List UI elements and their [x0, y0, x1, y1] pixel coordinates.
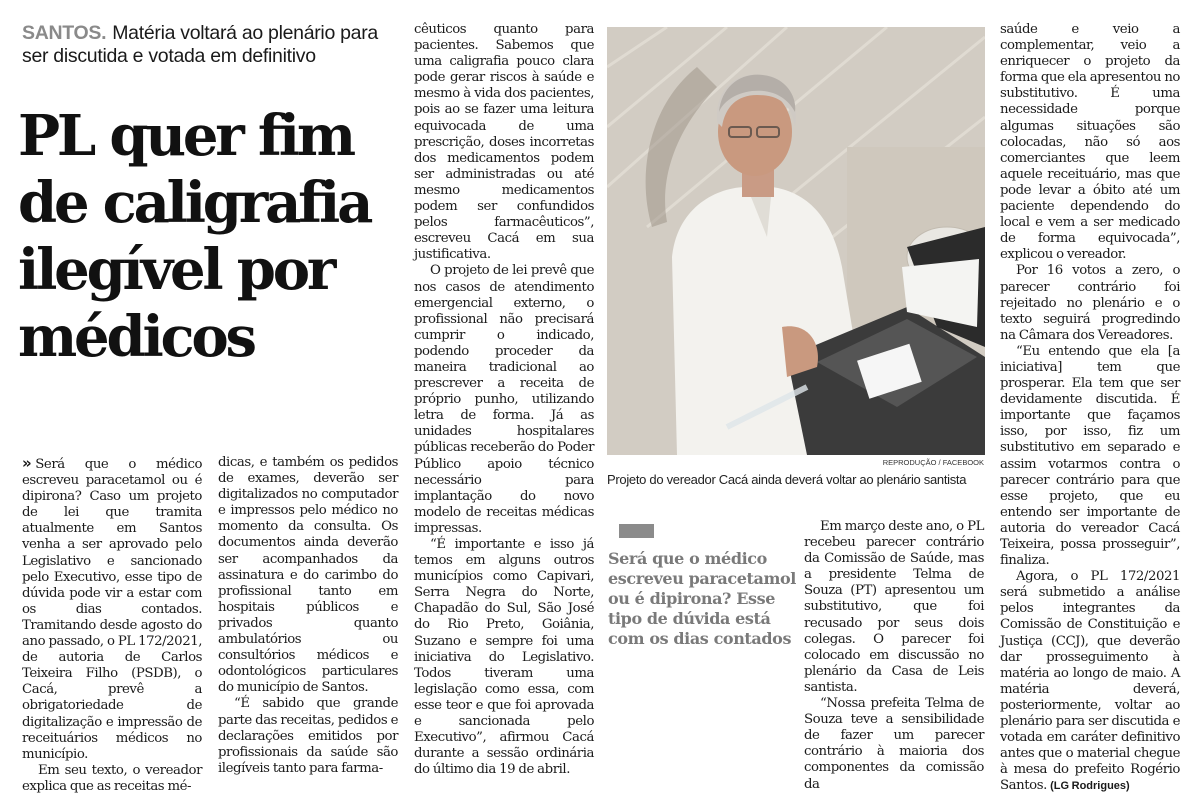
paragraph: “É sabido que grande parte das receitas, pedidos e declarações emitidos por profissionais da saúde são ilegíveis tanto para farma-	[218, 696, 398, 776]
photo-credit: REPRODUÇÃO / FACEBOOK	[882, 458, 984, 467]
author-signature: (LG Rodrigues)	[1050, 780, 1130, 793]
body-column-2	[218, 455, 398, 777]
paragraph: dicas, e também os pedidos de exames, deverão ser digitalizados no computador e impressos pelo médico no momento da consulta. Os documentos ainda deverão ser acompanhados da assinatura e do carimbo do profissional tanto em hospitais públicos e privados quanto ambulatórios ou consultórios médicos e odontológicos particulares do município de Santos.	[218, 455, 398, 696]
paragraph: Por 16 votos a zero, o parecer contrário foi rejeitado no plenário e o texto seguirá progredindo na Câmara dos Vereadores.	[1000, 263, 1180, 343]
body-column-3	[414, 22, 594, 778]
paragraph: O projeto de lei prevê que nos casos de atendimento emergencial externo, o profissional não precisará cumprir o indicado, podendo proceder da maneira tradicional ao prescrever a receita de próprio punho, utilizando letra de forma. Já as unidades hospitalares públicas receberão do Poder Público apoio técnico necessário para implantação do novo modelo de receitas médicas impressas.	[414, 263, 594, 536]
kicker	[22, 22, 397, 68]
kicker-text: Matéria voltará ao plenário para ser discutida e votada em definitivo	[22, 22, 378, 67]
photo-caption: Projeto do vereador Cacá ainda deverá voltar ao plenário santista	[607, 472, 967, 487]
paragraph: » Será que o médico escreveu paracetamol ou é dipirona? Caso um projeto de lei que tramita atualmente em Santos venha a ser aprovado pelo Legislativo e sancionado pelo Executivo, esse tipo de dúvida pode vir a estar com os dias contados. Tramitando desde agosto do ano passado, o PL 172/2021, de autoria de Carlos Teixeira Filho (PSDB), o Cacá, prevê a obrigatoriedade de digitalização e impressão de receituários médicos no município.	[22, 454, 202, 762]
paragraph: saúde e veio a complementar, veio a enriquecer o projeto da forma que ela apresentou no substitutivo. É uma necessidade porque algumas situações são colocadas, não só aos comerciantes que leem aquele receituário, mas que pode levar a óbito até um paciente dependendo do local e vem a ser medicado de forma equivocada”, explicou o vereador.	[1000, 22, 1180, 263]
vereador-photo-illustration	[607, 27, 985, 455]
paragraph: Agora, o PL 172/2021 será submetido a análise pelos integrantes da Comissão de Constituição e Justiça (CCJ), que deverão dar prosseguimento à matéria ao longo de maio. A matéria deverá, posteriormente, voltar ao plenário para ser discutida e votada em caráter definitivo antes que o material chegue à mesa do prefeito Rogério Santos. (LG Rodrigues)	[1000, 569, 1180, 794]
pull-quote-bar	[619, 524, 654, 538]
paragraph: Em março deste ano, o PL recebeu parecer contrário da Comissão de Saúde, mas a presidente Telma de Souza (PT) apresentou um substitutivo, que foi recusado por seus dois colegas. O parecer foi colocado em discussão no plenário da Casa de Leis santista.	[804, 519, 984, 695]
headline: PL quer fim de caligrafia ilegível por médicos	[18, 103, 371, 370]
body-column-4	[804, 519, 984, 793]
article-photo	[607, 27, 985, 455]
lead-arrow-icon: »	[22, 454, 32, 472]
paragraph: cêuticos quanto para pacientes. Sabemos que uma caligrafia pouco clara pode gerar riscos à saúde e mesmo à vida dos pacientes, pois ao se fazer uma leitura equivocada de uma prescrição, doses incorretas dos medicamentos podem ser administradas ou até mesmo medicamentos podem ser confundidos pelos farmacêuticos”, escreveu Cacá em sua justificativa.	[414, 22, 594, 263]
body-column-5	[1000, 22, 1180, 795]
paragraph: Em seu texto, o vereador explica que as receitas mé-	[22, 762, 202, 794]
paragraph: “Nossa prefeita Telma de Souza teve a sensibilidade de fazer um parecer contrário à maioria dos componentes da comissão da	[804, 696, 984, 792]
body-column-1	[22, 455, 202, 795]
paragraph: “Eu entendo que ela [a iniciativa] tem que prosperar. Ela tem que ser devidamente discutida. É importante que façamos isso, por isso, fiz um substitutivo em separado e assim votarmos contra o parecer contrário para que esse projeto, que eu entendo ser importante de autoria do vereador Cacá Teixeira, possa prosseguir”, finaliza.	[1000, 343, 1180, 569]
section-label: SANTOS.	[22, 22, 107, 44]
pull-quote: Será que o médico escreveu paracetamol ou é dipirona? Esse tipo de dúvida está com os dias contados	[608, 549, 796, 648]
paragraph: “É importante e isso já temos em alguns outros municípios como Capivari, Serra Negra do Norte, Chapadão do Sul, São José do Rio Preto, Goiânia, Suzano e sempre foi uma iniciativa do Legislativo. Todos tiveram uma legislação como essa, com esse teor e que foi aprovada e sancionada pelo Executivo”, afirmou Cacá durante a sessão ordinária do último dia 19 de abril.	[414, 537, 594, 778]
